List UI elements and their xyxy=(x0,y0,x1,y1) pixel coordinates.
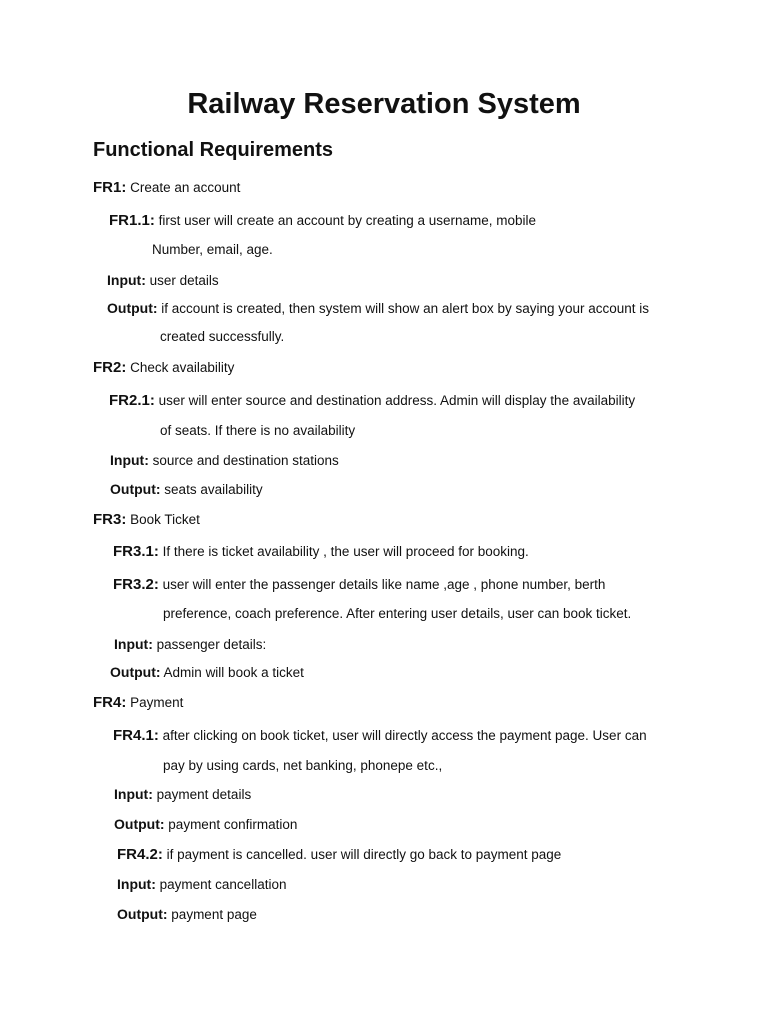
fr4-output-label: Output: xyxy=(114,816,165,832)
fr4-2-id: FR4.2: xyxy=(117,846,163,863)
fr1-1-line2: Number, email, age. xyxy=(152,242,273,257)
fr4-1-line1 xyxy=(113,727,647,745)
document-title: Railway Reservation System xyxy=(187,88,581,120)
fr4-2-input-label: Input: xyxy=(117,876,156,892)
fr2-1-line2: of seats. If there is no availability xyxy=(160,423,356,438)
fr1-heading: FR1: Create an account xyxy=(93,179,241,196)
fr2-id: FR2: xyxy=(93,359,127,376)
fr3-2-id: FR3.2: xyxy=(113,576,159,593)
fr3-input-label: Input: xyxy=(114,636,153,652)
fr3-input xyxy=(114,635,266,654)
fr4-1-line2: pay by using cards, net banking, phonepe etc., xyxy=(163,758,443,773)
fr3-input-text: passenger details: xyxy=(156,637,267,652)
fr4-output xyxy=(114,815,297,834)
fr4-2-line1 xyxy=(117,846,561,864)
fr3-heading xyxy=(93,511,200,529)
fr2-input xyxy=(110,451,339,470)
fr4-2-input xyxy=(117,875,286,894)
fr4-input-label: Input: xyxy=(114,786,153,802)
fr4-2-output xyxy=(117,905,257,924)
fr2-title: Check availability xyxy=(130,360,235,375)
fr3-output-label: Output: xyxy=(110,664,161,680)
fr4-1-text: after clicking on book ticket, user will directly access the payment page. User can xyxy=(162,728,647,743)
fr4-heading xyxy=(93,694,183,712)
fr2-input-label: Input: xyxy=(110,452,149,468)
fr1-output xyxy=(107,299,649,318)
fr4-1-id: FR4.1: xyxy=(113,727,159,744)
fr1-1-text: first user will create an account by creating a username, mobile xyxy=(158,213,537,228)
fr2-1-id: FR2.1: xyxy=(109,392,155,409)
fr2-output-text: seats availability xyxy=(164,482,263,497)
fr4-2-text: if payment is cancelled. user will directly go back to payment page xyxy=(166,847,562,862)
fr4-2-output-label: Output: xyxy=(117,906,168,922)
fr3-output xyxy=(110,663,304,682)
fr1-input-label: Input: xyxy=(107,272,146,288)
fr4-output-text: payment confirmation xyxy=(168,817,298,832)
fr2-1-line1 xyxy=(109,392,635,410)
fr4-title: Payment xyxy=(130,695,184,710)
fr3-output-text: Admin will book a ticket xyxy=(163,665,304,680)
fr1-1-id: FR1.1: xyxy=(109,212,155,229)
fr1-input xyxy=(107,271,219,290)
fr1-output-text: if account is created, then system will show an alert box by saying your account is xyxy=(161,301,650,316)
fr2-input-text: source and destination stations xyxy=(152,453,339,468)
fr3-1-text: If there is ticket availability , the user will proceed for booking. xyxy=(162,544,529,559)
fr2-output xyxy=(110,480,263,499)
fr3-2-text: user will enter the passenger details like name ,age , phone number, berth xyxy=(162,577,606,592)
fr1-id: FR1 xyxy=(93,179,122,196)
fr1-input-text: user details xyxy=(149,273,219,288)
fr4-input xyxy=(114,785,251,804)
fr4-id: FR4: xyxy=(93,694,127,711)
section-heading: Functional Requirements xyxy=(93,139,334,161)
fr1-title: Create an account xyxy=(130,180,241,195)
fr3-2-line2: preference, coach preference. After entering user details, user can book ticket. xyxy=(163,606,632,621)
fr2-1-text: user will enter source and destination address. Admin will display the availability xyxy=(158,393,636,408)
fr3-2-line1 xyxy=(113,576,605,594)
fr3-title: Book Ticket xyxy=(130,512,200,527)
fr3-id: FR3: xyxy=(93,511,127,528)
fr3-1-line1 xyxy=(113,543,529,561)
fr4-input-text: payment details xyxy=(156,787,252,802)
fr1-1-line1 xyxy=(109,212,536,230)
fr4-2-input-text: payment cancellation xyxy=(159,877,287,892)
fr4-2-output-text: payment page xyxy=(171,907,257,922)
fr3-1-id: FR3.1: xyxy=(113,543,159,560)
fr1-output-label: Output: xyxy=(107,300,158,316)
fr1-output-line2: created successfully. xyxy=(160,329,285,344)
fr2-output-label: Output: xyxy=(110,481,161,497)
fr2-heading xyxy=(93,359,234,377)
